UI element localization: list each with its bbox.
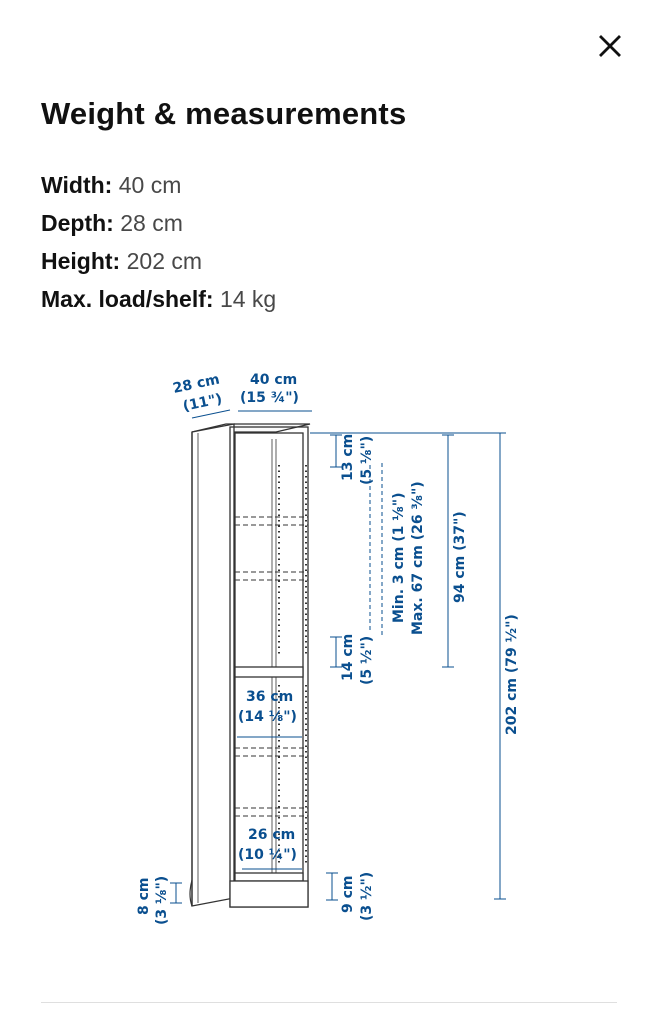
bookcase-dimension-diagram	[130, 355, 530, 945]
spec-list	[41, 166, 276, 318]
shelf-min-label: Min. 3 cm (1 ⅛")	[391, 492, 407, 623]
spec-value: 28 cm	[120, 210, 183, 236]
depth-cm-label: 28 cm	[171, 371, 222, 397]
mid-height-label: 94 cm (37")	[452, 511, 468, 603]
spec-value: 14 kg	[219, 286, 277, 312]
bottom-gap-cm-label: 9 cm	[340, 875, 356, 913]
inner-depth-cm-label: 26 cm	[248, 827, 296, 843]
top-gap-cm-label: 13 cm	[340, 433, 356, 481]
divider	[41, 1002, 617, 1003]
gap2-cm-label: 14 cm	[340, 633, 356, 681]
plinth-cm-label: 8 cm	[136, 877, 152, 915]
inner-depth-in-label: (10 ¼")	[238, 847, 297, 863]
spec-height	[41, 242, 276, 280]
spec-value: 40 cm	[118, 172, 182, 198]
plinth-in-label: (3 ⅛")	[154, 875, 170, 925]
shelf-max-label: Max. 67 cm (26 ⅜")	[410, 481, 426, 635]
width-in-label: (15 ¾")	[240, 390, 299, 406]
close-icon	[598, 34, 622, 58]
top-gap-in-label: (5 ⅛")	[359, 435, 375, 485]
width-cm-label: 40 cm	[250, 372, 298, 388]
spec-value: 202 cm	[126, 248, 203, 274]
gap2-in-label: (5 ½")	[359, 635, 375, 685]
close-button[interactable]	[592, 28, 628, 64]
spec-label: Width:	[41, 172, 113, 198]
spec-label: Height:	[41, 248, 121, 274]
spec-width	[41, 166, 276, 204]
inner-width-cm-label: 36 cm	[246, 689, 294, 705]
page-title: Weight & measurements	[41, 96, 407, 131]
depth-in-label: (11")	[181, 391, 224, 415]
spec-max-load	[41, 280, 276, 318]
spec-label: Max. load/shelf:	[41, 286, 214, 312]
spec-depth	[41, 204, 276, 242]
total-height-label: 202 cm (79 ½")	[504, 614, 520, 735]
inner-width-in-label: (14 ⅛")	[238, 709, 297, 725]
bottom-gap-in-label: (3 ½")	[359, 871, 375, 921]
spec-label: Depth:	[41, 210, 114, 236]
